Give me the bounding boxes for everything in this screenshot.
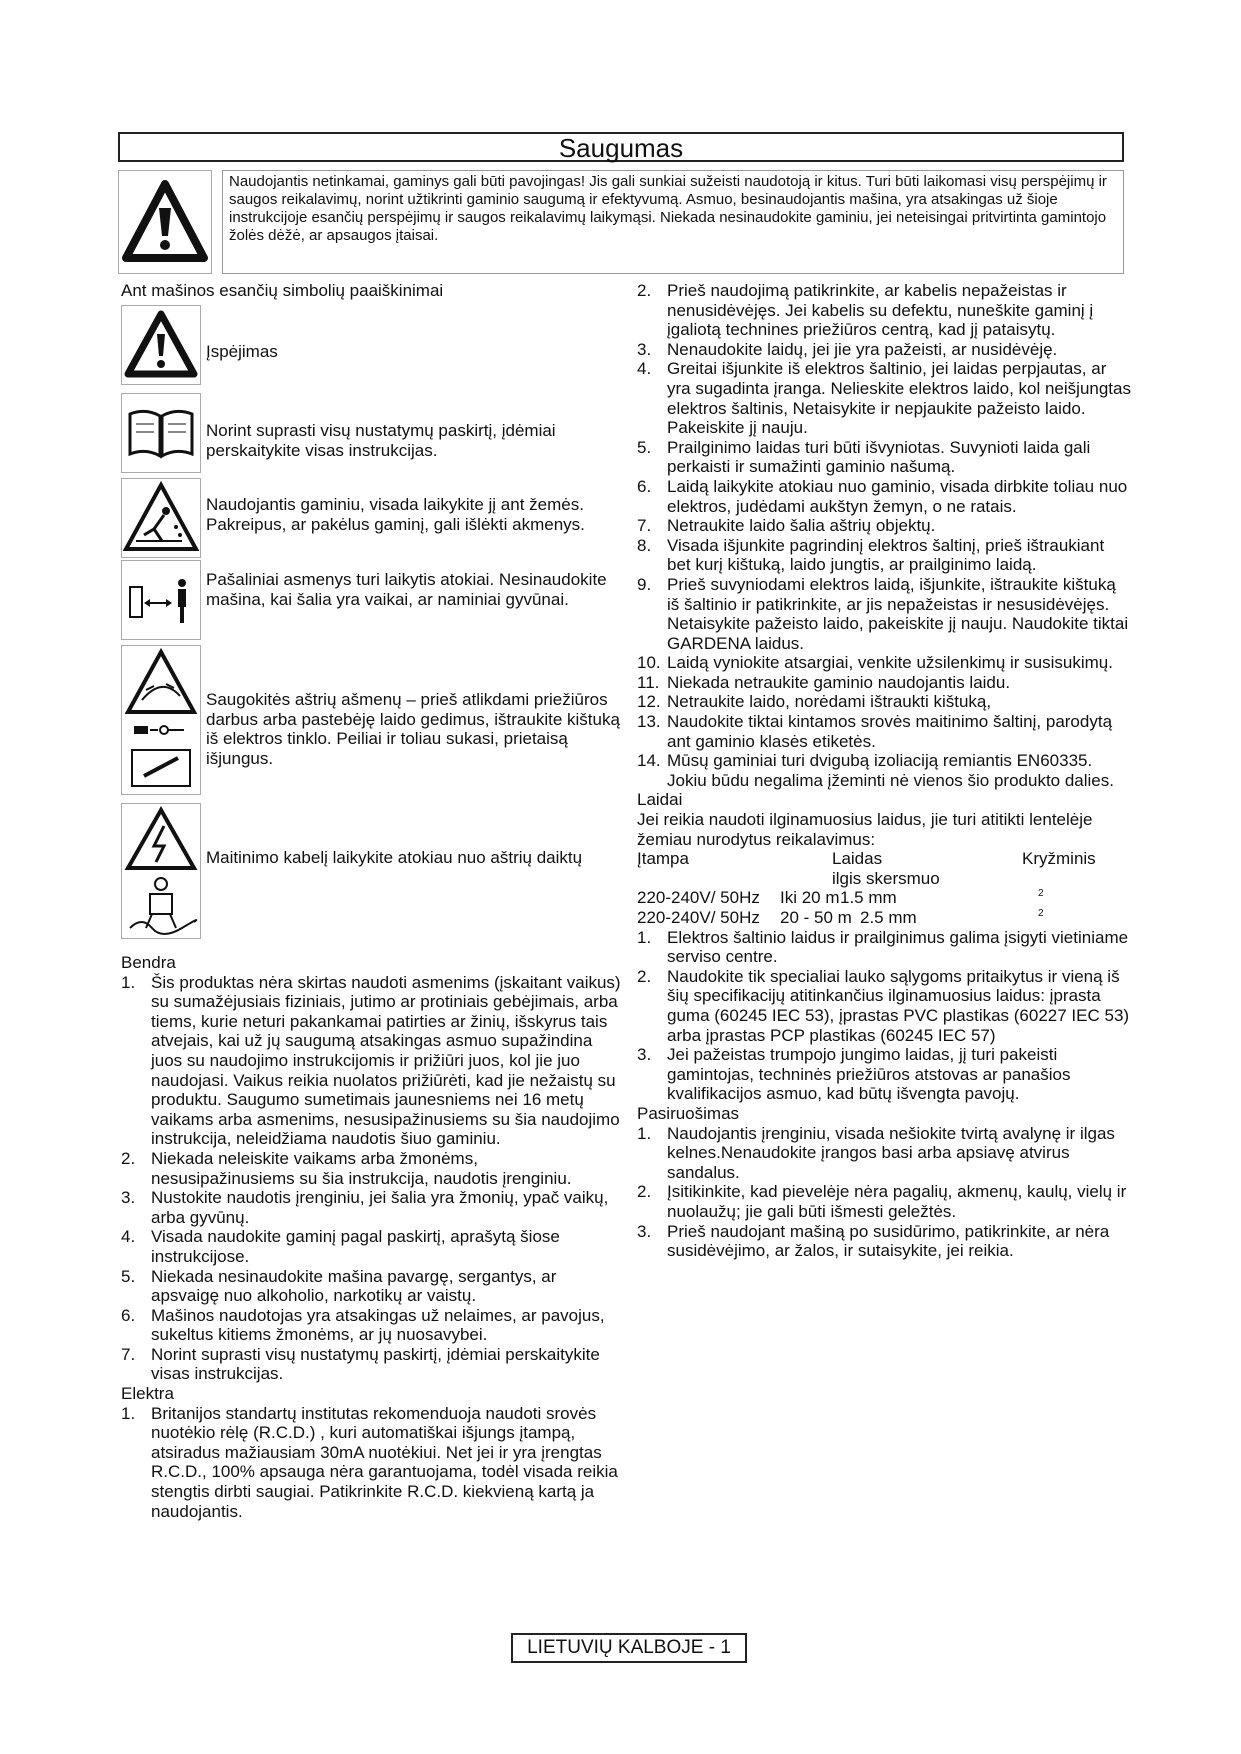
laidai-heading: Laidai [637, 790, 683, 810]
left-column-text [121, 953, 621, 1521]
list-item: 13. Naudokite tiktai kintamos srovės maitinimo šaltinį, parodytą ant gaminio klasės etiketės. [637, 712, 1113, 751]
electric-shock-icon [121, 803, 201, 939]
symbols-heading: Ant mašinos esančių simbolių paaiškinimai [121, 281, 444, 300]
intro-section [118, 170, 1124, 274]
list-item: 6. Laidą laikykite atokiau nuo gaminio, visada dirbkite toliau nuo elektros, judėdami aukštyn žemyn, o ne ratais. [637, 476, 1128, 516]
list-item: 9. Prieš suvyniodami elektros laidą, išjunkite, ištraukite kištuką iš šaltinio ir patikrinkite, ar jis nepažeistas ir nesusidėvėjęs. Netaisykite pažeisto laido, pakeiskite jį nauju. Naudokite tiktai GARDENA laidus. [637, 574, 1129, 653]
list-item: 2. Įsitikinkite, kad pievelėje nėra pagalių, akmenų, kaulų, vielų ir nuolaužų; jie gali būti išmesti geležtės. [637, 1182, 1127, 1221]
symbol-text: Maitinimo kabelį laikykite atokiau nuo aštrių daiktų [206, 848, 583, 867]
table-row: 220-240V/ 50Hz Iki 20 m 1.5 mm 2 [637, 888, 1044, 908]
sharp-blades-icon [121, 645, 201, 795]
list-item: 6. Mašinos naudotojas yra atsakingas už nelaimes, ar pavojus, sukeltus kitiems žmonėms, ar jų nuosavybei. [121, 1305, 605, 1345]
intro-text: Naudojantis netinkamai, gaminys gali būti pavojingas! Jis gali sunkiai sužeisti naudotoją ir kitus. Turi būti laikomasi visų perspėjimų ir saugos reikalavimų, norint užtikrinti gaminio saugumą ir efektyvumą. Asmuo, besinaudojantis mašina, yra atsakingas už šioje instrukcijoje esančių perspėjimų ir saugos reikalavimų laikymąsi. Niekada nesinaudokite gaminiu, jei neteisingai pritvirtinta gamintojo žolės dėžė, ar apsaugos įtaisai. [222, 170, 1124, 274]
symbol-text: Pašaliniai asmenys turi laikytis atokiai. Nesinaudokite mašina, kai šalia yra vaikai, ar naminiai gyvūnai. [206, 570, 607, 609]
list-item: 5. Niekada nesinaudokite mašina pavargę, sergantys, ar apsvaigę nuo alkoholio, narkotikų ar vaistų. [121, 1266, 557, 1306]
page-footer: LIETUVIŲ KALBOJE - 1 [511, 1633, 747, 1663]
manual-book-icon [121, 393, 201, 473]
list-item: 4. Greitai išjunkite iš elektros šaltinio, jei laidas perpjautas, ar yra sugadinta įranga. Nelieskite elektros laido, kol neišjungtas elektros šaltinis, Netaisykite ir nepjaukite pažeisto laido. Pakeiskite jį nauju. [637, 359, 1131, 438]
symbol-text: Įspėjimas [206, 342, 278, 361]
flying-stones-icon [121, 478, 201, 558]
list-item: 4. Visada naudokite gaminį pagal paskirtį, aprašytą šiose instrukcijose. [121, 1227, 560, 1266]
list-item: 1. Šis produktas nėra skirtas naudoti asmenims (įskaitant vaikus) su sumažėjusiais fiziniais, jutimo ar protiniais gebėjimais, arba tiems, kurie neturi pakankamai patirties ar žinių, išskyrus tais atvejais, kai už jų saugumą atsakingas asmuo supažindina juos su naudojimo instrukcijomis ir prižiūri juos, kol jie juo naudojasi. Vaikus reikia nuolatos prižiūrėti, kad jie nežaistų su produktu. Saugumo sumetimais jaunesniems nei 16 metų vaikams arba asmenims, nesusipažinusiems su šia naudojimo instrukcija, neleidžiama naudotis šiuo gaminiu. [121, 972, 621, 1149]
list-item: 14. Mūsų gaminiai turi dvigubą izoliaciją remiantis EN60335. Jokiu būdu negalima įžeminti nė vienos šio produkto dalies. [637, 751, 1114, 790]
bendra-heading: Bendra [121, 953, 176, 972]
keep-distance-icon [121, 560, 201, 640]
list-item: 10. Laidą vyniokite atsargiai, venkite užsilenkimų ir susisukimų. [637, 653, 1113, 673]
list-item: 1. Naudojantis įrenginiu, visada nešiokite tvirtą avalynę ir ilgas kelnes.Nenaudokite įrangos basi arba apsiavę atvirus sandalus. [637, 1123, 1115, 1182]
warning-triangle-icon [121, 305, 201, 385]
list-item: 1. Elektros šaltinio laidus ir prailginimus galima įsigyti vietiniame serviso centre. [637, 927, 1129, 967]
page-title: Saugumas [118, 132, 1124, 162]
list-item: 7. Netraukite laido šalia aštrių objektų. [637, 516, 936, 536]
table-header: Įtampa Laidas Kryžminis [637, 849, 1096, 869]
elektra-heading: Elektra [121, 1384, 174, 1404]
list-item: 3. Nenaudokite laidų, jei jie yra pažeisti, ar nusidėvėję. [637, 339, 1058, 359]
laidai-intro: Jei reikia naudoti ilginamuosius laidus, jie turi atitikti lentelėje žemiau nurodytus reikalavimus: [637, 810, 1093, 849]
right-column-text [637, 281, 1131, 1261]
list-item: 11. Niekada netraukite gaminio naudojantis laidu. [637, 672, 1011, 692]
list-item: 5. Prailginimo laidas turi būti išvyniotas. Suvynioti laida gali perkaisti ir sumažinti gaminio našumą. [637, 437, 1091, 477]
warning-triangle-icon [118, 170, 212, 274]
list-item: 3. Prieš naudojant mašiną po susidūrimo, patikrinkite, ar nėra susidėvėjimo, ar žalos, ir sutaisykite, jei reikia. [637, 1221, 1110, 1261]
symbol-text: Norint suprasti visų nustatymų paskirtį, įdėmiai perskaitykite visas instrukcijas. [206, 421, 556, 460]
list-item: 12. Netraukite laido, norėdami ištraukti kištuką, [637, 692, 992, 712]
list-item: 8. Visada išjunkite pagrindinį elektros šaltinį, prieš ištraukiant bet kurį kištuką, laido jungtis, ar prailginimo laidą. [637, 535, 1105, 575]
list-item: 2. Naudokite tik specialiai lauko sąlygoms pritaikytus ir vieną iš šių specifikacijų atitinkančius ilginamuosius laidus: įprasta guma (60245 IEC 53), įprastas PVC plastikas (60227 IEC 53) arba įprastas PCP plastikas (60245 IEC 57) [637, 966, 1130, 1045]
table-subheader: ilgis skersmuo [832, 868, 940, 888]
symbol-text: Saugokitės aštrių ašmenų – prieš atlikdami priežiūros darbus arba pastebėję laido gedimus, ištraukite kištuką iš elektros tinklo. Peiliai ir toliau sukasi, prietaisą išjungus. [206, 690, 620, 768]
list-item: 3. Jei pažeistas trumpojo jungimo laidas, jį turi pakeisti gamintojas, techninės priežiūros atstovas ar panašios kvalifikacijos asmuo, kad būtų išvengta pavojų. [637, 1045, 1071, 1104]
symbol-text: Naudojantis gaminiu, visada laikykite jį ant žemės. Pakreipus, ar pakėlus gaminį, gali išlėkti akmenys. [206, 495, 585, 534]
cable-table [637, 849, 1131, 927]
list-item: 3. Nustokite naudotis įrenginiu, jei šalia yra žmonių, ypač vaikų, arba gyvūnų. [121, 1188, 609, 1227]
list-item: 7. Norint suprasti visų nustatymų paskirtį, įdėmiai perskaitykite visas instrukcijas. [121, 1344, 600, 1384]
list-item: 1. Britanijos standartų institutas rekomenduoja naudoti srovės nuotėkio rėlę (R.C.D.) , kuri automatiškai išjungs įtampą, atsiradus mažiausiam 30mA nuotėkiui. Net jei ir yra įrengtas R.C.D., 100% apsauga nėra garantuojama, todėl visada reikia stengtis dirbti saugiai. Patikrinkite R.C.D. kiekvieną kartą ja naudojantis. [121, 1403, 618, 1521]
pasiruosimas-heading: Pasiruošimas [637, 1103, 740, 1123]
table-row: 220-240V/ 50Hz 20 - 50 m 2.5 mm 2 [637, 908, 1044, 927]
list-item: 2. Niekada neleiskite vaikams arba žmonėms, nesusipažinusiems su šia instrukcija, naudotis įrenginiu. [121, 1148, 572, 1188]
list-item: 2. Prieš naudojimą patikrinkite, ar kabelis nepažeistas ir nenusidėvėjęs. Jei kabelis su defektu, nuneškite gaminį į įgaliotą technines priežiūros centrą, kad jį pataisytų. [637, 281, 1094, 340]
